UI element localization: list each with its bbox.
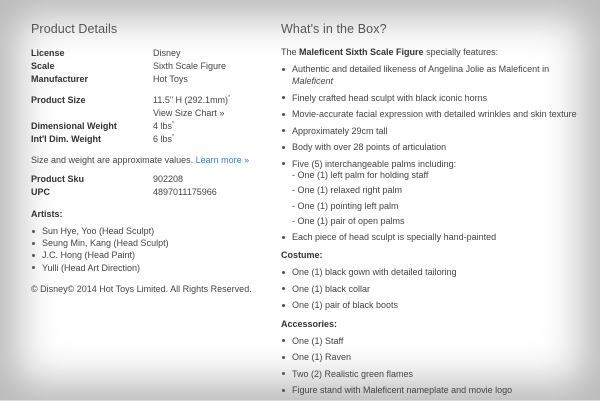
list-item: One (1) Raven xyxy=(281,351,581,363)
list-item: One (1) Staff xyxy=(281,335,581,347)
list-item: Body with over 28 points of articulation xyxy=(281,141,581,153)
list-item: Sun Hye, Yoo (Head Sculpt) xyxy=(31,225,281,237)
artists-heading: Artists: xyxy=(31,209,63,219)
box-title: What's in the Box? xyxy=(281,22,387,36)
license-row xyxy=(31,47,281,60)
sku-row xyxy=(31,173,281,186)
accessories-list xyxy=(281,335,581,397)
list-item: - One (1) relaxed right palm xyxy=(292,185,403,196)
scale-link[interactable]: Sixth Scale Figure xyxy=(153,61,227,71)
manufacturer-label: Manufacturer xyxy=(31,74,89,84)
list-item: Authentic and detailed likeness of Angelina Jolie as Maleficent in Maleficent xyxy=(281,63,581,87)
list-item: - One (1) pointing left palm xyxy=(292,200,399,211)
product-size-value: 11.5" H (292.1mm)* xyxy=(153,95,231,105)
list-item: Five (5) interchangeable palms including: - One (1) left palm for holding staff - One (1) relaxed right palm - One (1) pointing left palm - One (1) pair of open palms xyxy=(281,158,581,227)
manufacturer-link[interactable]: Hot Toys xyxy=(153,74,188,84)
approximate-values-note: Size and weight are approximate values. Learn more » xyxy=(31,155,250,165)
list-item: Yulli (Head Art Direction) xyxy=(31,262,281,274)
sku-label: Product Sku xyxy=(31,174,85,184)
costume-list xyxy=(281,266,581,311)
upc-row xyxy=(31,186,281,199)
palms-sublist xyxy=(292,170,581,227)
learn-more-link[interactable]: Learn more » xyxy=(195,155,250,165)
copyright-text: © Disney© 2014 Hot Toys Limited. All Rights Reserved. xyxy=(31,283,252,294)
dim-weight-row xyxy=(31,120,281,133)
size-chart-row xyxy=(31,107,281,120)
list-item: - One (1) pair of open palms xyxy=(292,215,405,226)
license-label: License xyxy=(31,48,65,58)
dim-weight-value: 4 lbs* xyxy=(153,121,174,131)
license-link[interactable]: Disney xyxy=(153,48,181,58)
list-item: Finely crafted head sculpt with black iconic horns xyxy=(281,92,581,104)
product-size-label: Product Size xyxy=(31,95,86,105)
list-item: Figure stand with Maleficent nameplate and movie logo xyxy=(281,384,581,396)
sku-value: 902208 xyxy=(153,174,184,184)
manufacturer-row xyxy=(31,73,281,86)
product-size-row xyxy=(31,94,281,107)
whats-in-the-box-section xyxy=(281,22,581,401)
artists-list xyxy=(31,225,281,274)
list-item: Each piece of head sculpt is specially hand-painted xyxy=(281,231,581,243)
scale-row xyxy=(31,60,281,73)
list-item: Approximately 29cm tall xyxy=(281,125,581,137)
scale-label: Scale xyxy=(31,61,55,71)
list-item: J.C. Hong (Head Paint) xyxy=(31,249,281,261)
view-size-chart-link[interactable]: View Size Chart » xyxy=(153,108,225,118)
list-item: - One (1) left palm for holding staff xyxy=(292,169,429,180)
costume-heading: Costume: xyxy=(281,250,323,261)
upc-label: UPC xyxy=(31,187,51,197)
intl-weight-label: Int'l Dim. Weight xyxy=(31,134,101,144)
list-item: Two (2) Realistic green flames xyxy=(281,368,581,380)
product-details-title: Product Details xyxy=(31,22,118,36)
list-item: Seung Min, Kang (Head Sculpt) xyxy=(31,237,281,249)
box-intro: The Maleficent Sixth Scale Figure specially features: xyxy=(281,47,499,57)
list-item: Movie-accurate facial expression with detailed wrinkles and skin texture xyxy=(281,108,581,120)
list-item: One (1) black collar xyxy=(281,283,581,295)
upc-value: 4897011175966 xyxy=(153,187,217,197)
dim-weight-label: Dimensional Weight xyxy=(31,121,117,131)
features-list xyxy=(281,63,581,243)
accessories-heading: Accessories: xyxy=(281,318,338,329)
product-details-section xyxy=(31,22,281,294)
intl-weight-value: 6 lbs* xyxy=(153,134,174,144)
intl-weight-row xyxy=(31,133,281,146)
list-item: One (1) black gown with detailed tailoring xyxy=(281,266,581,278)
list-item: One (1) pair of black boots xyxy=(281,299,581,311)
